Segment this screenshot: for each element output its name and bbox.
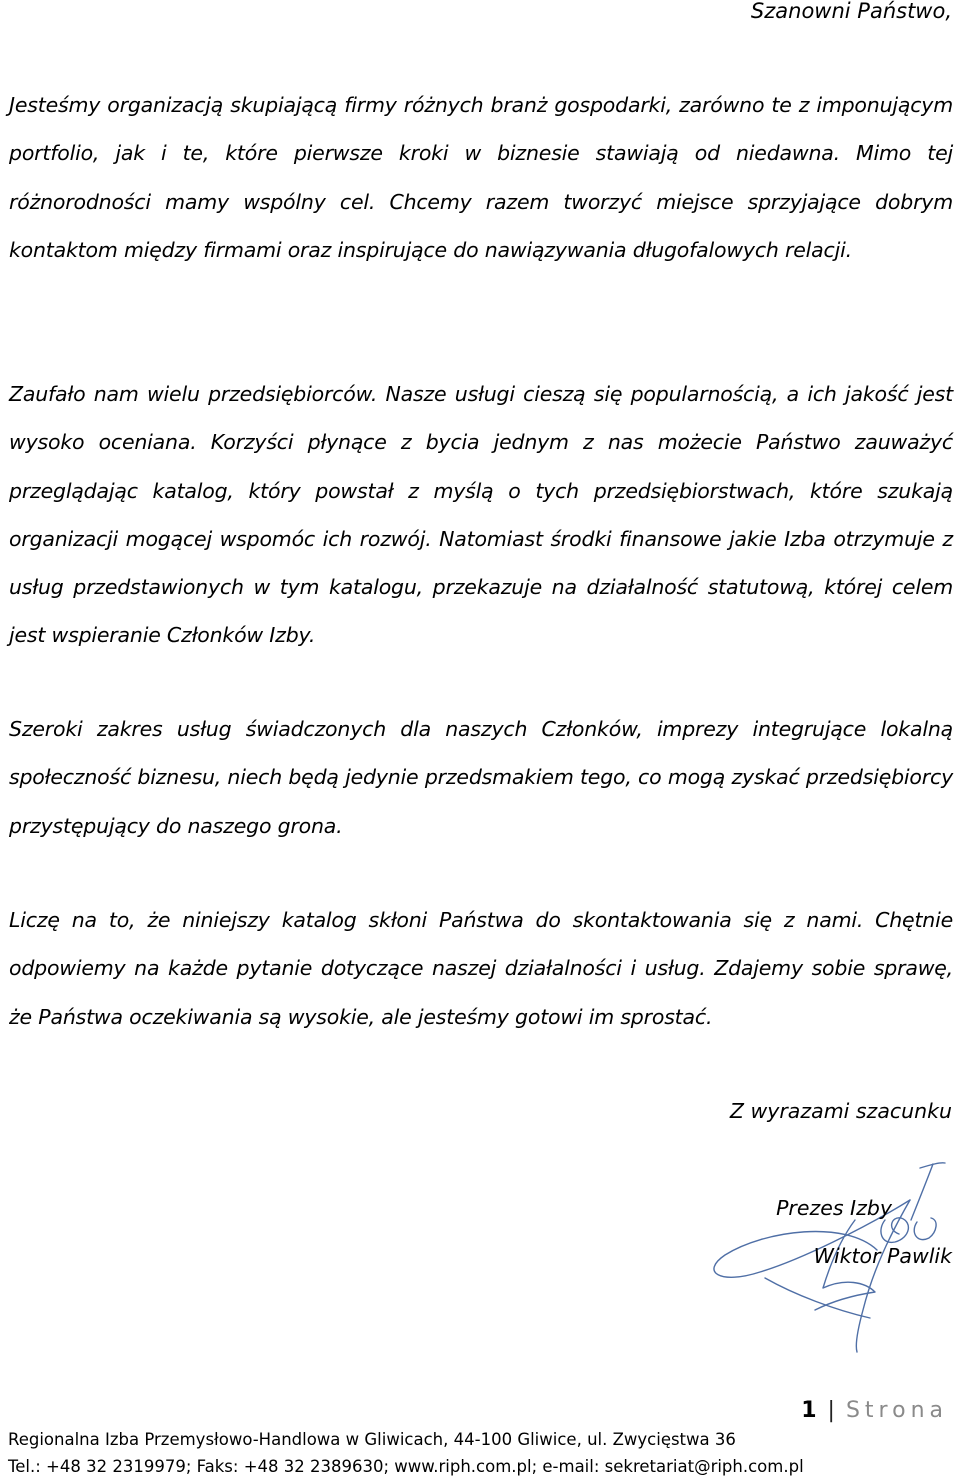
paragraph-trust: Zaufało nam wielu przedsiębiorców. Nasze usługi cieszą się popularnością, a ich jakość jest wysoko oceniana. Korzyści płynące z bycia jednym z nas możecie Państwo zauważyć przeglądając katalog, który powstał z myślą o tych przedsiębiorstwach, które szukają organizacji mogącej wspomóc ich rozwój. Natomiast środki finansowe jakie Izba otrzymuje z usług przedstawionych w tym katalogu, przekazuje na działalność statutową, której celem jest wspieranie Członków Izby. — [9, 382, 953, 648]
paragraph-invitation: Liczę na to, że niniejszy katalog skłoni Państwa do skontaktowania się z nami. Chętnie odpowiemy na każde pytanie dotyczące naszej działalności i usług. Zdajemy sobie sprawę, że Państwa oczekiwania są wysokie, ale jesteśmy gotowi im sprostać. — [9, 908, 953, 1029]
paragraph-intro: Jesteśmy organizacją skupiającą firmy różnych branż gospodarki, zarówno te z imponującym portfolio, jak i te, które pierwsze kroki w biznesie stawiają od niedawna. Mimo tej różnorodności mamy wspólny cel. Chcemy razem tworzyć miejsce sprzyjające dobrym kontaktom między firmami oraz inspirujące do nawiązywania długofalowych relacji. — [9, 93, 953, 262]
page-number — [801, 1395, 948, 1427]
footer-contact: Tel.: +48 32 2319979; Faks: +48 32 2389630; www.riph.com.pl; e-mail: sekretariat@riph.com.pl — [8, 1457, 804, 1476]
closing-phrase: Z wyrazami szacunku — [729, 1099, 952, 1123]
paragraph-services: Szeroki zakres usług świadczonych dla naszych Członków, imprezy integrujące lokalną społeczność biznesu, niech będą jedynie przedsmakiem tego, co mogą zyskać przedsiębiorcy przystępujący do naszego grona. — [9, 717, 953, 838]
salutation: Szanowni Państwo, — [750, 0, 952, 23]
page-number-value: 1 — [801, 1398, 817, 1423]
page-number-label: Strona — [845, 1398, 948, 1423]
footer-address: Regionalna Izba Przemysłowo-Handlowa w Gliwicach, 44-100 Gliwice, ul. Zwycięstwa 36 — [8, 1430, 736, 1449]
signer-title: Prezes Izby — [776, 1196, 892, 1220]
page-number-separator: | — [827, 1398, 835, 1423]
signer-name: Wiktor Pawlik — [813, 1244, 952, 1268]
